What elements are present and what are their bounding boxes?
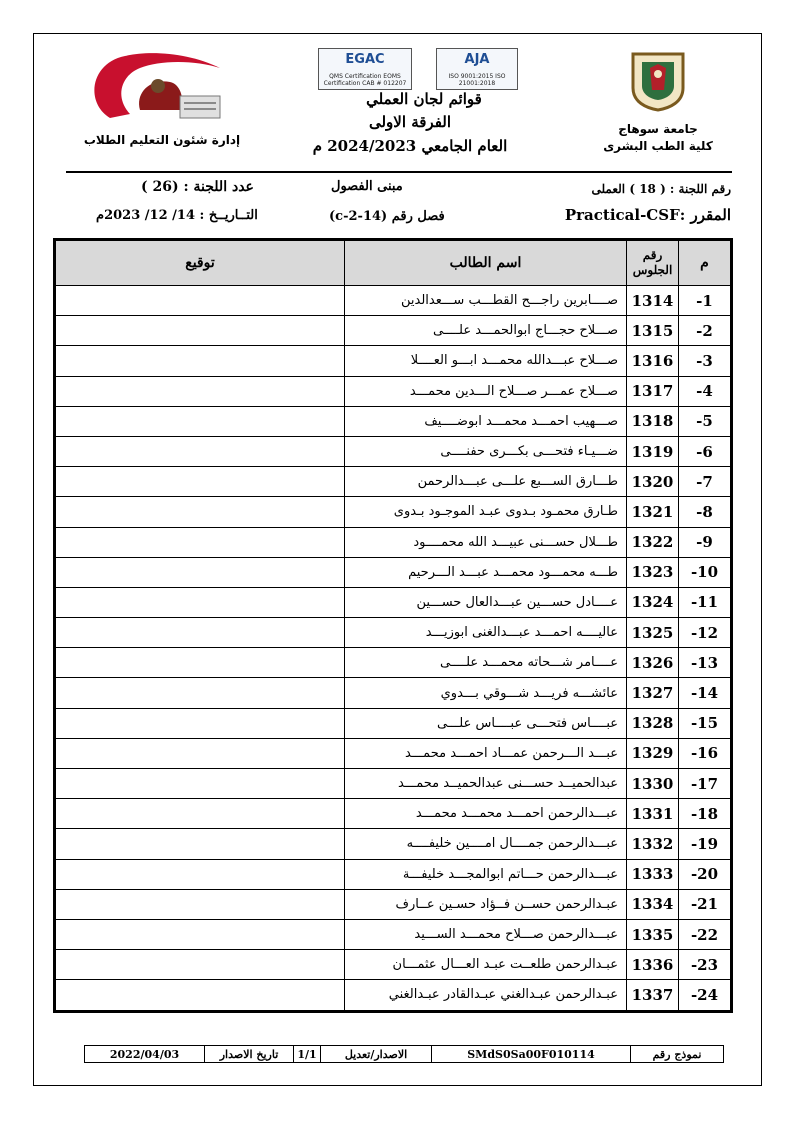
student-name: عــــامر شـــحاته محمـــد علــــى xyxy=(345,648,627,678)
table-row xyxy=(56,859,731,889)
table-row xyxy=(56,950,731,980)
student-name: عائشـــه فريـــد شـــوقي بـــدوي xyxy=(345,678,627,708)
student-name: صـــلاح عبـــدالله محمـــد ابـــو العــــلا xyxy=(345,346,627,376)
row-number: -17 xyxy=(679,769,731,799)
table-row xyxy=(56,708,731,738)
seat-number: 1316 xyxy=(627,346,679,376)
table-row xyxy=(56,738,731,768)
seat-number: 1335 xyxy=(627,919,679,949)
row-number: -11 xyxy=(679,587,731,617)
header-name: اسم الطالب xyxy=(345,241,627,286)
student-name: عبــــاس فتحـــى عبــــاس علـــى xyxy=(345,708,627,738)
student-name: عــــادل حســـين عبـــدالعال حســـين xyxy=(345,587,627,617)
seat-number: 1318 xyxy=(627,406,679,436)
row-number: -15 xyxy=(679,708,731,738)
signature-cell xyxy=(56,406,345,436)
signature-cell xyxy=(56,829,345,859)
signature-cell xyxy=(56,678,345,708)
row-number: -4 xyxy=(679,376,731,406)
seat-number: 1314 xyxy=(627,286,679,316)
signature-cell xyxy=(56,648,345,678)
signature-cell xyxy=(56,436,345,466)
version-value: 1/1 xyxy=(293,1046,320,1062)
row-number: -9 xyxy=(679,527,731,557)
student-name: طـارق محمـود بـدوى عبـد الموجـود بـدوى xyxy=(345,497,627,527)
row-number: -22 xyxy=(679,919,731,949)
row-number: -5 xyxy=(679,406,731,436)
student-name: طـــارق الســـبع علـــى عبـــدالرحمن xyxy=(345,467,627,497)
row-number: -7 xyxy=(679,467,731,497)
table-row xyxy=(56,376,731,406)
seat-number: 1315 xyxy=(627,316,679,346)
student-name: عبـدالرحمن طلعــت عبـد العـــال عثمـــان xyxy=(345,950,627,980)
form-number-label: نموذج رقم xyxy=(630,1046,723,1062)
table-row xyxy=(56,467,731,497)
signature-cell xyxy=(56,738,345,768)
table-row xyxy=(56,889,731,919)
table-row xyxy=(56,919,731,949)
student-name: طـــه محمـــود محمـــد عبـــد الـــرحيم xyxy=(345,557,627,587)
table-row xyxy=(56,316,731,346)
seat-number: 1320 xyxy=(627,467,679,497)
row-number: -6 xyxy=(679,436,731,466)
header-sign: توقيع xyxy=(56,241,345,286)
form-number: SMdS0Sa00F010114 xyxy=(431,1046,630,1062)
student-name: عبـــدالرحمن صـــلاح محمـــد الســـيد xyxy=(345,919,627,949)
table-header-row xyxy=(56,241,731,286)
student-name: صــــابرين راجـــح القطـــب ســـعدالدين xyxy=(345,286,627,316)
row-number: -10 xyxy=(679,557,731,587)
row-number: -13 xyxy=(679,648,731,678)
student-name: ضـــيـاء فتحـــى بكـــرى حفنــــى xyxy=(345,436,627,466)
signature-cell xyxy=(56,316,345,346)
signature-cell xyxy=(56,527,345,557)
signature-cell xyxy=(56,919,345,949)
iso-certificate-logo: AJA ISO 9001:2015 ISO 21001:2018 xyxy=(436,48,518,90)
row-number: -3 xyxy=(679,346,731,376)
seat-number: 1325 xyxy=(627,618,679,648)
form-footer xyxy=(84,1045,724,1063)
signature-cell xyxy=(56,618,345,648)
document-title xyxy=(290,88,530,158)
signature-cell xyxy=(56,950,345,980)
student-name: عبـدالرحمن عبـدالغني عبـدالقادر عبـدالغني xyxy=(345,980,627,1010)
seat-number: 1331 xyxy=(627,799,679,829)
signature-cell xyxy=(56,346,345,376)
signature-cell xyxy=(56,467,345,497)
signature-cell xyxy=(56,799,345,829)
seat-number: 1333 xyxy=(627,859,679,889)
version-label: الاصدار/تعديل xyxy=(320,1046,431,1062)
seat-number: 1330 xyxy=(627,769,679,799)
student-affairs-logo xyxy=(80,48,230,128)
row-number: -8 xyxy=(679,497,731,527)
student-name: عبـــدالرحمن احمـــد محمـــد محمـــد xyxy=(345,799,627,829)
row-number: -2 xyxy=(679,316,731,346)
row-number: -12 xyxy=(679,618,731,648)
table-row xyxy=(56,406,731,436)
table-row xyxy=(56,557,731,587)
sohag-university-crest xyxy=(628,50,688,112)
seat-number: 1329 xyxy=(627,738,679,768)
building-name: مبنى الفصول xyxy=(331,179,403,194)
signature-cell xyxy=(56,769,345,799)
seat-number: 1321 xyxy=(627,497,679,527)
student-name: صـــلاح عمـــر صـــلاح الـــدين محمـــد xyxy=(345,376,627,406)
table-row xyxy=(56,346,731,376)
table-row xyxy=(56,497,731,527)
egac-certificate-logo: EGAC QMS Certification EOMS Certification CAB # 012207 xyxy=(318,48,412,90)
title-line-3: العام الجامعي 2024/2023 م xyxy=(312,137,508,155)
table-row xyxy=(56,799,731,829)
row-number: -21 xyxy=(679,889,731,919)
student-name: عبـــدالرحمن حـــاتم ابوالمجـــد خليفـــة xyxy=(345,859,627,889)
signature-cell xyxy=(56,889,345,919)
signature-cell xyxy=(56,557,345,587)
seat-number: 1337 xyxy=(627,980,679,1010)
issue-date-label: تاريخ الاصدار xyxy=(204,1046,293,1062)
student-name: صـــلاح حجـــاج ابوالحمـــد علــــى xyxy=(345,316,627,346)
title-line-1: قوائم لجان العملي xyxy=(366,90,482,108)
seat-number: 1327 xyxy=(627,678,679,708)
seat-number: 1332 xyxy=(627,829,679,859)
row-number: -16 xyxy=(679,738,731,768)
seat-number: 1323 xyxy=(627,557,679,587)
signature-cell xyxy=(56,376,345,406)
student-name: عبـــد الـــرحمن عمـــاد احمـــد محمـــد xyxy=(345,738,627,768)
students-table xyxy=(53,238,733,1013)
faculty-name: كلية الطب البشرى xyxy=(603,139,713,153)
table-row xyxy=(56,980,731,1010)
student-name: عبـــدالرحمن جمــــال امــــين خليفــــه xyxy=(345,829,627,859)
student-name: طـــلال حســـنى عبيـــد الله محمــــود xyxy=(345,527,627,557)
committee-number: رقم اللجنة : ( 18 ) العملى xyxy=(591,182,731,196)
student-name: صـــهيب احمـــد محمـــد ابوضــــيف xyxy=(345,406,627,436)
seat-number: 1324 xyxy=(627,587,679,617)
committee-count: عدد اللجنة : (26 ) xyxy=(141,179,254,195)
table-row xyxy=(56,648,731,678)
table-row xyxy=(56,829,731,859)
table-row xyxy=(56,769,731,799)
title-line-2: الفرقة الاولى xyxy=(368,113,452,131)
header-divider xyxy=(66,171,732,173)
exam-date: التــاريــخ : 14/ 12/ 2023م xyxy=(96,208,258,223)
row-number: -1 xyxy=(679,286,731,316)
class-number: فصل رقم (14-2-c) xyxy=(329,209,445,224)
seat-number: 1326 xyxy=(627,648,679,678)
signature-cell xyxy=(56,587,345,617)
signature-cell xyxy=(56,286,345,316)
university-name: جامعة سوهاج xyxy=(618,122,698,136)
row-number: -14 xyxy=(679,678,731,708)
row-number: -23 xyxy=(679,950,731,980)
signature-cell xyxy=(56,859,345,889)
header-num: م xyxy=(679,241,731,286)
course-name: المقرر :Practical-CSF xyxy=(564,206,731,224)
seat-number: 1319 xyxy=(627,436,679,466)
signature-cell xyxy=(56,980,345,1010)
table-row xyxy=(56,286,731,316)
table-row xyxy=(56,678,731,708)
university-block xyxy=(588,121,728,155)
table-row xyxy=(56,618,731,648)
seat-number: 1334 xyxy=(627,889,679,919)
student-name: عاليــــه احمـــد عبـــدالغنى ابوزيـــد xyxy=(345,618,627,648)
seat-number: 1322 xyxy=(627,527,679,557)
row-number: -24 xyxy=(679,980,731,1010)
signature-cell xyxy=(56,708,345,738)
table-row xyxy=(56,436,731,466)
table-row xyxy=(56,587,731,617)
row-number: -18 xyxy=(679,799,731,829)
table-row xyxy=(56,527,731,557)
row-number: -20 xyxy=(679,859,731,889)
seat-number: 1317 xyxy=(627,376,679,406)
header-seat: رقم الجلوس xyxy=(627,241,679,286)
department-name: إدارة شئون التعليم الطلاب xyxy=(83,133,241,147)
signature-cell xyxy=(56,497,345,527)
seat-number: 1328 xyxy=(627,708,679,738)
student-name: عبدالحميــد حســـنى عبدالحميــد محمـــد xyxy=(345,769,627,799)
issue-date: 2022/04/03 xyxy=(109,1047,180,1061)
seat-number: 1336 xyxy=(627,950,679,980)
student-name: عبـدالرحمن حســن فــؤاد حسـين عــارف xyxy=(345,889,627,919)
row-number: -19 xyxy=(679,829,731,859)
